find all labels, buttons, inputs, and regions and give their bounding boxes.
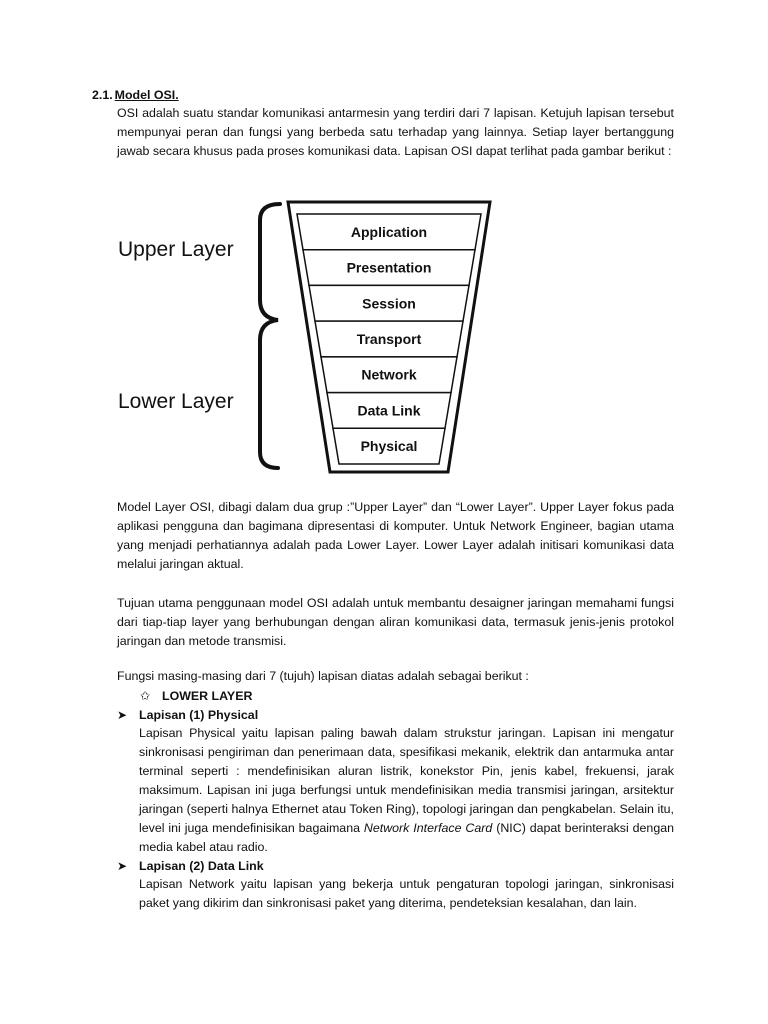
section-number: 2.1. xyxy=(92,88,113,102)
item-heading-data-link xyxy=(117,857,264,876)
layer-label-physical: Physical xyxy=(360,438,418,455)
item-title: Lapisan (2) Data Link xyxy=(139,859,264,873)
grouping-brace xyxy=(260,204,280,468)
lower-layer-bullet xyxy=(140,687,252,706)
layer-label-data-link: Data Link xyxy=(357,402,421,419)
item-body-italic: Network Interface Card xyxy=(363,821,493,835)
item-body-data-link: Lapisan Network yaitu lapisan yang bekerja untuk pengaturan topologi jaringan, sinkronisasi paket yang dikirim dan sinkronisasi paket yang diterima, pendeteksian kesalahan, dan lain. xyxy=(139,877,674,910)
arrow-bullet-icon: ➤ xyxy=(117,708,128,722)
item-body-text: Lapisan Physical yaitu lapisan paling bawah dalam strukstur jaringan. Lapisan ini mengatur sinkronisasi pengiriman dan penerimaan data, spesifikasi mekanik, elektrik dan antarmuka antar terminal seperti : mendefinisikan aluran listrik, konekstor Pin, jenis kabel, frekuensi, jarak maksimum. Lapisan ini juga berfungsi untuk mendefinisikan media transmisi jaringan, arsitektur jaringan (seperti halnya Ethernet atau Token Ring), topologi jaringan dan pengkabelan. Selain itu, level ini juga mendefinisikan bagaimana xyxy=(139,726,674,835)
lower-layer-heading: LOWER LAYER xyxy=(162,689,253,703)
item-body-physical xyxy=(139,724,674,857)
layer-label-transport: Transport xyxy=(356,331,422,347)
functions-intro: Fungsi masing-masing dari 7 (tujuh) lapisan diatas adalah sebagai berikut : xyxy=(117,669,529,683)
lower-layer-label: Lower Layer xyxy=(118,390,234,413)
item-title: Lapisan (1) Physical xyxy=(139,708,259,722)
purpose-paragraph: Tujuan utama penggunaan model OSI adalah untuk membantu desaigner jaringan memahami fungsi dari tiap-tiap layer yang berhubungan dengan aliran komunikasi data, termasuk jenis-jenis protokol jaringan dan metode transmisi. xyxy=(117,596,674,648)
upper-layer-label: Upper Layer xyxy=(118,238,234,261)
osi-layer-diagram xyxy=(110,190,510,480)
item-body-text-end: (NIC) dapat berinteraksi dengan media kabel atau radio. xyxy=(139,821,675,854)
arrow-bullet-icon: ➤ xyxy=(117,859,128,873)
star-bullet-icon: ✩ xyxy=(140,689,151,703)
layer-label-network: Network xyxy=(361,366,417,383)
layer-label-application: Application xyxy=(350,223,428,240)
section-title: Model OSI. xyxy=(114,88,179,102)
groups-paragraph: Model Layer OSI, dibagi dalam dua grup :”Upper Layer” dan “Lower Layer”. Upper Layer fokus pada aplikasi pengguna dan bagimana dipresentasi di komputer. Untuk Network Engineer, bagian utama yang menjadi perhatiannya adalah pada Lower Layer. Lower Layer adalah initisari komunikasi data melalui jaringan aktual. xyxy=(117,500,674,571)
layer-label-session: Session xyxy=(362,295,416,312)
item-heading-physical xyxy=(117,706,258,725)
intro-paragraph: OSI adalah suatu standar komunikasi antarmesin yang terdiri dari 7 lapisan. Ketujuh lapisan tersebut mempunyai peran dan fungsi yang berbeda satu terhadap yang lainnya. Setiap layer bertanggung jawab secara khusus pada proses komunikasi data. Lapisan OSI dapat terlihat pada gambar berikut : xyxy=(117,106,674,158)
section-heading xyxy=(92,86,179,105)
layer-label-presentation: Presentation xyxy=(346,259,432,276)
